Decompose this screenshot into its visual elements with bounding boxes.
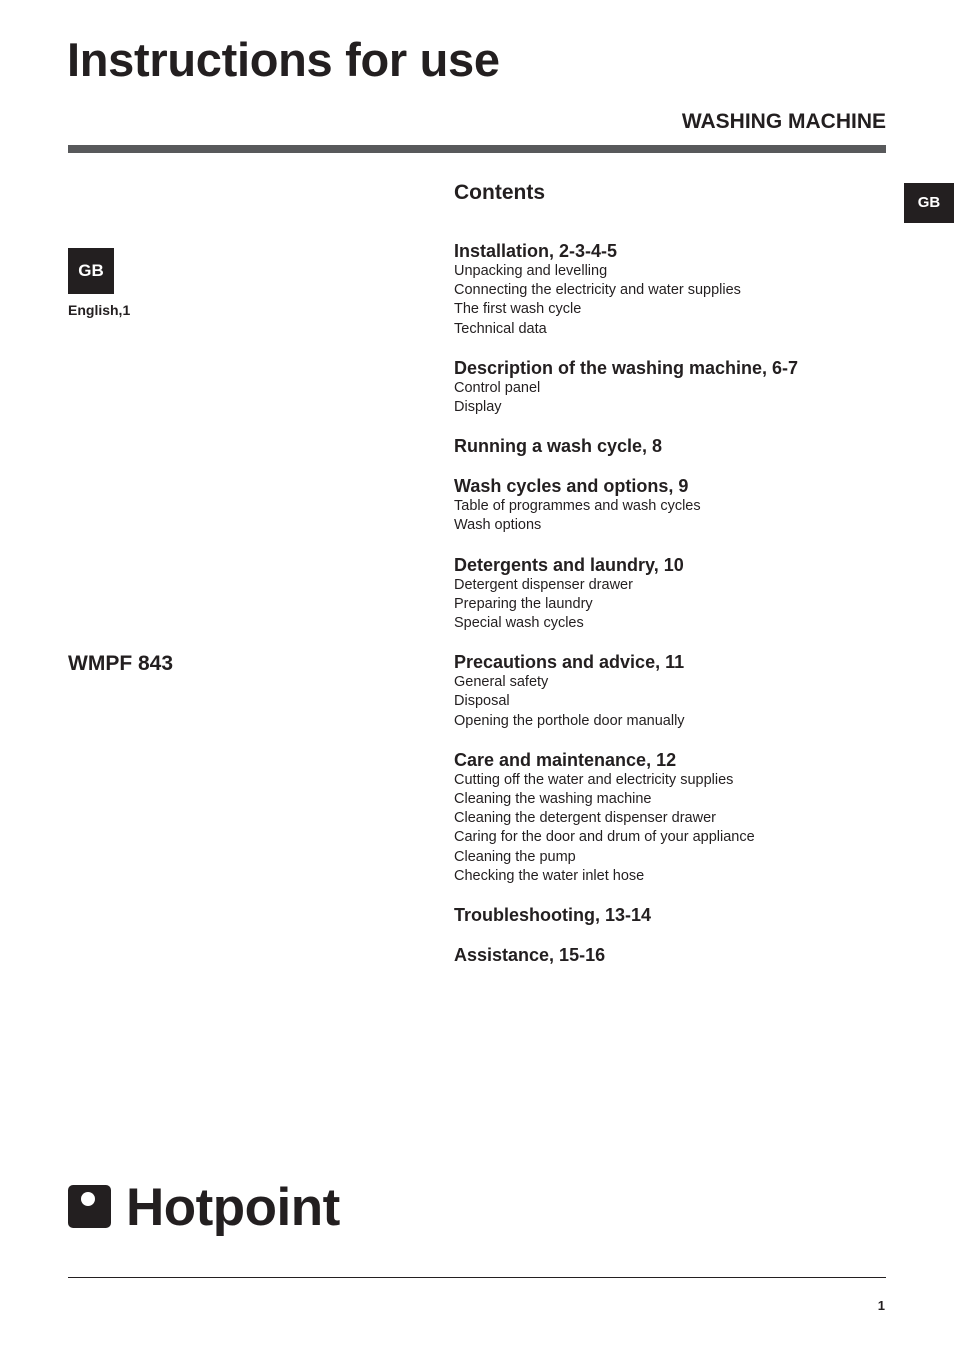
toc-item: Caring for the door and drum of your appliance: [454, 829, 755, 846]
brand-name: Hotpoint: [126, 1178, 340, 1237]
contents-heading: Contents: [454, 181, 545, 204]
toc-section-troubleshooting: [454, 904, 894, 926]
table-of-contents: [454, 240, 894, 984]
toc-item: Disposal: [454, 693, 510, 710]
toc-section-title: Troubleshooting, 13-14: [454, 905, 652, 926]
language-code-badge: GB: [68, 248, 114, 294]
toc-section-wash-cycles: [454, 475, 894, 535]
toc-section-title: Assistance, 15-16: [454, 945, 606, 966]
toc-item: Detergent dispenser drawer: [454, 576, 633, 593]
footer-divider: [68, 1277, 886, 1278]
toc-item: Unpacking and levelling: [454, 263, 608, 279]
toc-item: Opening the porthole door manually: [454, 712, 685, 729]
toc-section-title: Care and maintenance, 12: [454, 749, 677, 770]
toc-item: Preparing the laundry: [454, 595, 593, 612]
header-divider: [68, 145, 886, 153]
language-label: English,1: [68, 302, 131, 318]
toc-item: Technical data: [454, 320, 547, 337]
toc-item: Connecting the electricity and water supplies: [454, 282, 741, 299]
toc-section-precautions: [454, 651, 894, 731]
toc-item: Cutting off the water and electricity supplies: [454, 771, 734, 788]
page-number: 1: [877, 1298, 885, 1313]
toc-section-running: [454, 435, 894, 457]
toc-item: The first wash cycle: [454, 301, 582, 318]
toc-item: Cleaning the washing machine: [454, 791, 652, 808]
toc-item: Control panel: [454, 379, 541, 396]
toc-section-title: Installation, 2-3-4-5: [454, 241, 618, 261]
toc-item: Wash options: [454, 517, 542, 534]
toc-item: Checking the water inlet hose: [454, 867, 645, 884]
hotpoint-logo-icon: [68, 1185, 111, 1228]
toc-section-title: Precautions and advice, 11: [454, 652, 685, 673]
hotpoint-logo: [68, 1180, 340, 1236]
toc-section-detergents: [454, 554, 894, 634]
toc-item: Cleaning the detergent dispenser drawer: [454, 810, 716, 827]
page-title: Instructions for use: [67, 33, 500, 86]
toc-section-assistance: [454, 944, 894, 966]
toc-section-title: Description of the washing machine, 6-7: [454, 357, 799, 378]
toc-item: Cleaning the pump: [454, 848, 576, 865]
toc-item: Special wash cycles: [454, 615, 584, 632]
toc-item: Table of programmes and wash cycles: [454, 498, 701, 515]
toc-item: General safety: [454, 674, 549, 691]
toc-section-title: Wash cycles and options, 9: [454, 476, 689, 497]
toc-section-title: Running a wash cycle, 8: [454, 436, 663, 457]
model-number: WMPF 843: [68, 652, 174, 675]
toc-item: Display: [454, 399, 502, 416]
toc-section-title: Detergents and laundry, 10: [454, 554, 684, 575]
toc-section-installation: [454, 240, 894, 339]
product-type: WASHING MACHINE: [681, 110, 886, 133]
toc-section-description: [454, 357, 894, 417]
toc-section-care: [454, 749, 894, 886]
language-side-tab: GB: [904, 183, 954, 223]
